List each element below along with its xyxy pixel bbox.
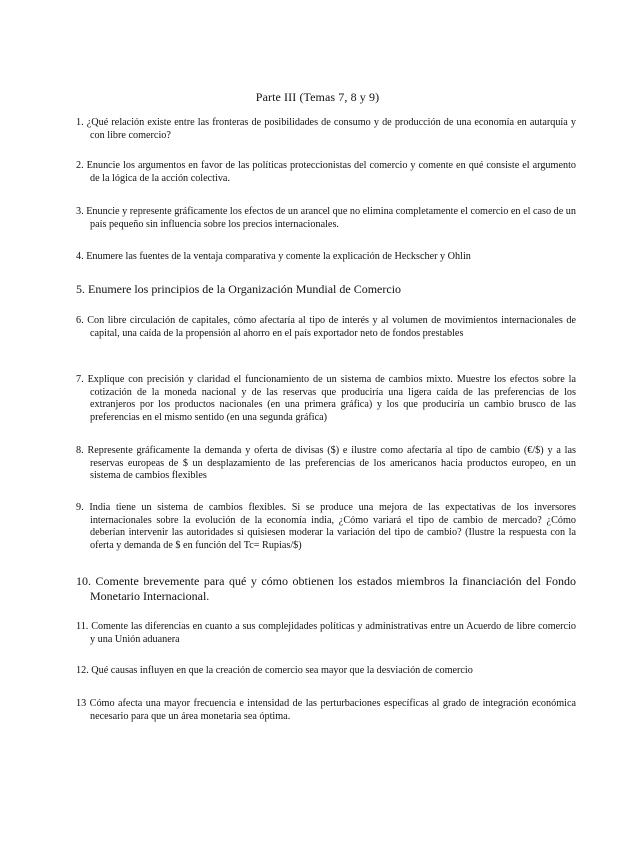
question-number: 9. bbox=[76, 502, 84, 513]
question-number: 8. bbox=[76, 445, 84, 456]
question-number: 12. bbox=[76, 665, 89, 676]
question-13 bbox=[76, 698, 576, 723]
question-text: Explique con precisión y claridad el funcionamiento de un sistema de cambios mixto. Muestre los efectos sobre la cotización de la moneda nacional y de las reservas que produciría una ligera caída de las preferencias de los extranjeros por los productos nacionales (en una primera gráfica) y los que produciría un cambio brusco de las preferencias en el mismo sentido (en una segunda gráfica) bbox=[87, 374, 576, 423]
question-2 bbox=[76, 160, 576, 185]
question-6 bbox=[76, 315, 576, 340]
question-text: ¿Qué relación existe entre las fronteras de posibilidades de consumo y de producción de una economía en autarquía y con libre comercio? bbox=[86, 117, 577, 141]
question-number: 6. bbox=[76, 315, 84, 326]
question-7 bbox=[76, 374, 576, 424]
question-text: Represente gráficamente la demanda y oferta de divisas ($) e ilustre como afectaría al tipo de cambio (€/$) y a las reservas europeas de $ un desplazamiento de las preferencias de los americanos hacia productos europeo, en un sistema de cambios flexibles bbox=[87, 445, 576, 482]
question-text: Comente brevemente para qué y cómo obtienen los estados miembros la financiación del Fondo Monetario Internacional. bbox=[90, 574, 577, 603]
question-number: 5. bbox=[76, 282, 85, 296]
question-text: Enuncie y represente gráficamente los efectos de un arancel que no elimina completamente el comercio en el caso de un país pequeño sin influencia sobre los precios internacionales. bbox=[86, 206, 576, 230]
question-9 bbox=[76, 502, 576, 552]
question-number: 10. bbox=[76, 574, 91, 588]
question-text: Qué causas influyen en que la creación de comercio sea mayor que la desviación de comercio bbox=[91, 665, 473, 676]
question-10 bbox=[76, 574, 576, 603]
question-5 bbox=[76, 282, 576, 297]
question-number: 3. bbox=[76, 206, 84, 217]
question-number: 11. bbox=[76, 621, 89, 632]
question-number: 4. bbox=[76, 251, 84, 262]
question-text: Cómo afecta una mayor frecuencia e intensidad de las perturbaciones específicas al grado de integración económica necesario para que un área monetaria sea óptima. bbox=[89, 698, 577, 722]
question-4 bbox=[76, 251, 576, 264]
question-text: India tiene un sistema de cambios flexibles. Si se produce una mejora de las expectativas de los inversores internacionales sobre la evolución de la economía india, ¿Cómo variará el tipo de cambio de mercado? ¿Cómo deberían intervenir las autoridades si quisiesen moderar la variación del tipo de cambio? (Ilustre la respuesta con la oferta y demanda de $ en función del Tc= Rupias/$) bbox=[89, 502, 577, 551]
question-11 bbox=[76, 621, 576, 646]
question-3 bbox=[76, 206, 576, 231]
question-text: Enumere las fuentes de la ventaja comparativa y comente la explicación de Heckscher y Ohlin bbox=[86, 251, 471, 262]
question-text: Enuncie los argumentos en favor de las políticas proteccionistas del comercio y comente en qué consiste el argumento de la lógica de la acción colectiva. bbox=[86, 160, 576, 184]
question-number: 7. bbox=[76, 374, 84, 385]
question-8 bbox=[76, 445, 576, 483]
question-text: Con libre circulación de capitales, cómo afectaría al tipo de interés y al volumen de movimientos internacionales de capital, una caída de la propensión al ahorro en el país exportador neto de fondos prestables bbox=[87, 315, 576, 339]
question-number: 13 bbox=[76, 698, 87, 709]
question-1 bbox=[76, 117, 576, 142]
page-title: Parte III (Temas 7, 8 y 9) bbox=[255, 90, 380, 104]
question-text: Enumere los principios de la Organización Mundial de Comercio bbox=[88, 282, 402, 296]
question-text: Comente las diferencias en cuanto a sus complejidades políticas y administrativas entre un Acuerdo de libre comercio y una Unión aduanera bbox=[90, 621, 576, 645]
question-number: 2. bbox=[76, 160, 84, 171]
question-number: 1. bbox=[76, 117, 84, 128]
question-12 bbox=[76, 665, 576, 678]
